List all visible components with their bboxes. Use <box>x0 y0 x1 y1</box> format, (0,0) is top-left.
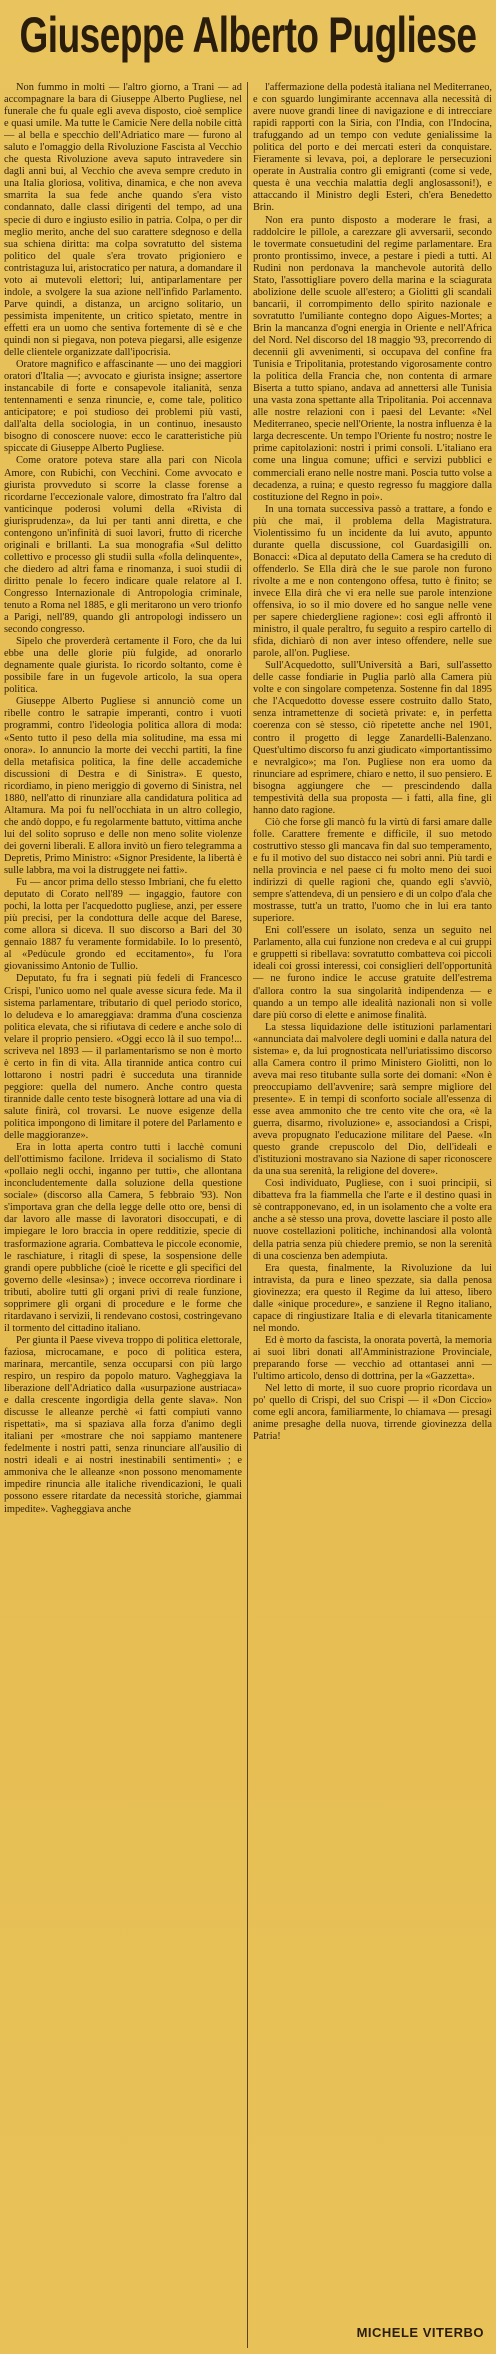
article-paragraph: Eni coll'essere un isolato, senza un seguito nel Parlamento, alla cui funzione non credeva e al cui gruppi e gruppetti si ribellava: sovratutto combatteva coi piccoli ideali coi grossi interessi, coi consiglieri dell'opportunità — ne furono indice le accuse gratuite dell'estrema d'allora contro la sua singolarità indipendenza — e quando a un tempo alle idealità nazionali non si volle dare più corso di elette e animose finalità. <box>253 925 492 1021</box>
article-body <box>4 82 492 2348</box>
article-paragraph: Per giunta il Paese viveva troppo di politica elettorale, faziosa, microcamane, e poco di politica estera, marinara, mercantile, senza occuparsi con più largo respiro, un respiro da popolo maturo. Vagheggiava la liberazione dell'Adriatico dalla «usurpazione austriaca» e dalla crescente ingordigia della gente slava». Non discusse le alleanze perchè «i fatti compiuti vanno rispettati», ma si spaziava alla forza d'animo degli italiani per «mostrare che noi sappiamo mantenere fedelmente i nostri patti, senza rinunciare all'ausilio di nostri ideali e ai nostri inestinabili sentimenti» ; e ammoniva che le alleanze «non possono menomamente impedire rinuncia alle italiche rivendicazioni, le quali possono essere ritardate da necessità storiche, giammai impedite». Vagheggiava anche <box>4 1334 242 1515</box>
article-paragraph: Oratore magnifico e affascinante — uno dei maggiori oratori d'Italia —; avvocato e giurista insigne; assertore instancabile di forte e consapevole italianità, senza tentennamenti e senza rinuncie, e, come tale, politico anticipatore; e poi studioso dei problemi più vasti, dall'alta della sociologia, in un continuo, inesausto bisogno di conoscere nuove: ecco le caratteristiche più spiccate di Giuseppe Alberto Pugliese. <box>4 359 242 455</box>
article-paragraph: Ed è morto da fascista, la onorata povertà, la memoria ai suoi libri donati all'Amministrazione Provinciale, preparando forse — vecchio ad ottantasei anni — l'ultimo articolo, denso di dottrina, per la «Gazzetta». <box>253 1334 492 1383</box>
article-paragraph: Così individuato, Pugliese, con i suoi principii, si dibatteva fra la fiammella che l'arte e il destino quasi in sè contrapponevano, ed, in un isolamento che a volte era anche a sè stesso una prova, dovette lasciare il posto alle nuove costellazioni politiche, inchinandosi alla volontà della patria senza più chiedere premio, se non la serenità di una coscienza ben adempiuta. <box>253 1178 492 1262</box>
article-paragraph: Come oratore poteva stare alla pari con Nicola Amore, con Rubichi, con Vecchini. Come avvocato e giurista provveduto si scorre la classe forense a ricordarne l'eccezionale valore, dimostrato fra l'altro dal vanticinque poderosi volumi della «Rivista di giurisprudenza», da lui per tanti anni diretta, e che contengono un'infinità di suoi lavori, frutto di ricerche originali e brillanti. La sua monografia «Sul delitto collettivo e processo gli studii sulla «folla delinquente», che diedero ad altri fama e rinomanza, i suoi studii di diritto penale lo fecero indicare quale relatore al I. Congresso Internazionale di Antropologia criminale, tenuto a Roma nel 1885, e gli meritarono un vero trionfo a Parigi, nell'89, quando gli antropologi indissero un secondo congresso. <box>4 455 242 636</box>
article-paragraph: Fu — ancor prima dello stesso Imbriani, che fu eletto deputato di Corato nell'89 — ingaggio, fautore con pochi, la lotta per l'acquedotto pugliese, anzi, per essere più precisi, per la condottura delle acque del Barese, come allora si diceva. Il suo discorso a Bari del 30 gennaio 1887 fu veramente formidabile. Io lo presentò, al «Pedùcule grondo ed eccitamento», fu l'ora giovanissimo Antonio de Tullio. <box>4 877 242 973</box>
article-paragraph: Era in lotta aperta contro tutti i lacchè comuni dell'ottimismo facilone. Irrideva il socialismo di Stato «pollaio negli occhi, inganno per tutti», che allontana inconcludentemente dalla soluzione della questione sociale» (discorso alla Camera, 5 febbraio '93). Non s'importava gran che della legge delle otto ore, bensì di dar lavoro alle masse di lavoratori disoccupati, e di impiegare le loro braccia in opere redditizie, specie di trasformazione agraria. Combatteva le piccole economie, le raschiature, i ritagli di spese, la sospensione delle grandi opere pubbliche (cioè le ricette e gli specifici del governo delle «lesinsa») ; invece occorreva riordinare i tributi, abolire tutti gli organi privi di reale funzione, sopprimere gli organi di procedure e le forme che ritardavano i servizii, li rendevano costosi, costringevano il tormento del cittadino italiano. <box>4 1142 242 1334</box>
article-paragraph: Giuseppe Alberto Pugliese si annunciò come un ribelle contro le satrapie imperanti, contro i vuoti programmi, contro l'ideologia politica allora di moda: «Sento tutto il peso della mia solitudine, ma essa mi onora». Io annuncio la morte dei vecchi partiti, la fine della metafisica politica, la fine delle accademiche discussioni di Destra e di Sinistra». E questo, ricordiamo, in pieno meriggio di governo di Sinistra, nel 1880, nell'atto di rinunziare alla candidatura politica ad Altamura. Ma poi fu nell'occhiata in un altro collegio, che andò doppo, e fu regolarmente battuto, vittima anche lui del solito sopruso e delle non meno solite violenze dei governi liberali. E allora invitò un fiero telegramma a Depretis, Primo Ministro: «Signor Presidente, la libertà è sulle labbra, ma voi la distruggete nei fatti». <box>4 696 242 877</box>
article-paragraph: In una tornata successiva passò a trattare, a fondo e più che mai, il problema della Magistratura. Violentissimo fu un incidente da lui avuto, appunto durante quella discussione, col Guardasigilli on. Bonacci: «Dica al deputato della Camera se ha creduto di offenderlo. Se Ella dirà che le sue parole non furono rivolte a me e non contengono offesa, tutto è finito; se invece Ella dirà che vi era nelle sue parole intenzione offensiva, io so il mio dovere ed ho sangue nelle vene per sapere chiedergliene ragione»: così egli affrontò il ministro, il quale peraltro, fu seguito a respiro cartello di sfida, dichiarò di non aver inteso offendere, nelle sue parole, all'on. Pugliese. <box>253 503 492 660</box>
article-paragraph: La stessa liquidazione delle istituzioni parlamentari «annunciata dai malvolere degli uomini e dalla natura del sistema» e, da lui prognosticata nell'uriatissimo discorso alla Camera contro il primo Ministero Giolitti, non lo aveva mai reso titubante sulla sorte dei domani: «Non è preoccupiamo dell'avvenire; sarà sempre migliore del presente». E in tempi di sconforto sociale all'essenza di esse avea ammonito che tre cento vite che ora, «è la guerra, disarmo, rivoluzione» e, associandosi a Crispi, aveva propugnato l'educazione militare del Paese. «In questo grande crepuscolo del Dio, dell'ideali e d'istituzioni mostravano sia Nazione di saper riconoscere da una sua serenità, la religione del dovere». <box>253 1021 492 1178</box>
article-paragraph: Nel letto di morte, il suo cuore proprio ricordava un po' quello di Crispi, del suo Crispi — il «Don Ciccio» come egli ancora, familiarmente, lo chiamava — presagi anime presaghe della nuova, tirrende giovinezza della Patria! <box>253 1383 492 1443</box>
article-paragraph: Non era punto disposto a moderare le frasi, a raddolcire le pillole, a carezzare gli avversarii, secondo le tovermate consuetudini del regime parlamentare. Era pronto prontissimo, invece, a pestare i piedi a tutti. Al Rudinì non perdonava la manchevole autorità dello Stato, l'assottigliare povero della marina e la sciagurata abolizione delle scuole all'estero; a Giolitti gli scandali bancarii, il corrompimento dello spirito nazionale e sovratutto l'umiliante contegno dopo Aigues-Mortes; a Brin la mancanza d'ogni energia in Oriente e nell'Africa del Nord. Nel discorso del 18 maggio '93, precorrendo di decennii gli avvenimenti, si occupava del confine fra Tunisia e Tripolitania, protestando vigorosamente contro la politica della Francia che, non contenta di armare Biserta a tutto spiano, andava ad annettersi alle Tunisia una vasta zona spettante alla Tripolitania. Poi accennava alle nostre relazioni con i paesi del Levante: «Nel Mediterraneo, specie nell'Oriente, la nostra influenza è la larga decrescente. Un tempo l'Oriente fu nostro; nostre le prime capitolazioni: nostri i primi consoli. L'italiano era come una lingua comune; uffici e servizi pubblici e commerciali erano nelle nostre mani. Poscia tutto volse a decadenza, a ruina; e questo regresso fu maggiore dalla costituzione del Regno in poi». <box>253 214 492 503</box>
article-paragraph: Non fummo in molti — l'altro giorno, a Trani — ad accompagnare la bara di Giuseppe Alberto Pugliese, nel funerale che fu quale egli aveva disposto, cioè semplice e quasi umile. Ma tutte le Camicie Nere della nobile città — al bella e specchio dell'Adriatico mare — furono al saluto e l'omaggio della Rivoluzione Fascista al Vecchio che questa Rivoluzione aveva saputo intravedere sin dagli anni bui, al Vecchio che aveva sempre creduto in una Italia gloriosa, volitiva, dinamica, e che non aveva smarrita la sua fede anche quando s'era visto condannato, dalle classi dirigenti del tempo, ad una specie di duro e ingiusto esilio in patria. Colpa, o per dir meglio merito, anche del suo carattere sdegnoso e della sua schiena diritta: ma colpa sovratutto del sistema politico del quale s'era trovato prigioniero e contristaguza lui, aristocratico per natura, a domandare il voto ai mutevoli elettori; lui, antiparlamentare per indole, a svolgere la sua azione nell'infido Parlamento. Parve quindi, a distanza, un arcigno solitario, un pessimista impenitente, un critico spietato, mentre in effetti era un uomo che sentiva fortemente di sè e che quindi non si piegava, non poteva piegarsi, alle esigenze delle clientele organizzate dall'ipocrisia. <box>4 82 242 359</box>
article-paragraph: l'affermazione della podestà italiana nel Mediterraneo, e con sguardo lungimirante accennava alla necessità di avere nuove grandi linee di navigazione e di intrecciare rapidi rapporti con la Siria, con l'India, con l'Indocina, trafuggando ad un tempo con vedute genialissime la politica del porto e dei mercati esteri da conquistare. Fieramente si levava, poi, a deplorare le persecuzioni operate in Australia contro gli emigranti (come si vede, questa è una vecchia malattia degli anglosassoni!), e attaccando il Ministro degli Esteri, ch'era Benedetto Brin. <box>253 82 492 214</box>
article-title: Giuseppe Alberto Pugliese <box>19 7 477 63</box>
left-column <box>4 82 248 2348</box>
author-signature: MICHELE VITERBO <box>356 2325 484 2340</box>
article-paragraph: Sipelo che proverderà certamente il Foro, che da lui ebbe una delle glorie più fulgide, ad onorarlo degnamente quale giurista. Io ricordo soltanto, come è possibile fare in un fugevole articolo, la sua opera politica. <box>4 636 242 696</box>
article-paragraph: Deputato, fu fra i segnati più fedeli di Francesco Crispi, l'unico uomo nel quale avesse sicura fede. Ma il sistema parlamentare, tributario di quel periodo storico, lo deludeva e lo amareggiava: dramma d'una coscienza politica elevata, che si rifiutava di cedere e anche solo di velare il proprio pensiero. «Oggi ecco là il suo tempo!... scriveva nel 1893 — il parlamentarismo se non è morto è certo in fin di vita. Alla tirannide antica contro cui lottarono i nostri padri è succeduta una tirannide peggiore: quella del numero. Anche contro questa tirannide dalle cento teste bisognerà lottare ad una via di salute finirà, col trovarsi. Le nuove esigenze della politica impongono di limitare il potere del Parlamento e delle maggioranze». <box>4 973 242 1142</box>
right-column <box>248 82 492 2348</box>
article-paragraph: Era questa, finalmente, la Rivoluzione da lui intravista, da pura e lineo spezzate, sia dalla penosa giovinezza; era questo il Regime da lui atteso, libero dalle «inique procedure», e sanziene il Regno italiano, capace di ringiustizare Italia e di elevarla titanicamente nel mondo. <box>253 1262 492 1334</box>
article-paragraph: Ciò che forse gli mancò fu la virtù di farsi amare dalle folle. Carattere fremente e difficile, il suo metodo costruttivo stesso gli mancava fin dal suo temperamento, e fu il motivo del suo distacco nei sobri anni. Più tardi e nella provincia e nel paese ci fu molto meno dei suoi indirizzi di quelle ragioni che, quando egli s'avviò, sempre s'attendeva, di un pensiero e di un colpo d'ala che mostrasse, tutt'a un tratto, l'uomo che in lui era tanto superiore. <box>253 816 492 925</box>
article-paragraph: Sull'Acquedotto, sull'Università a Bari, sull'assetto delle casse fondiarie in Puglia parlò alla Camera più volte e con singolare competenza. Sostenne fin dal 1895 che l'Acquedotto dovesse essere costruito dallo Stato, senza intramettenze di società private: e, in perfetta coerenza con sè stesso, ciò ripetette anche nel 1901, contro il progetto di legge Zanardelli-Balenzano. Quest'ultimo discorso fu anzi giudicato «importantissimo e nevralgico»; ma l'on. Pugliese non era uomo da rinunciare ad esprimere, chiaro e netto, il suo pensiero. E bisogna aggiungere che — prescindendo dalla tempestività della sua proposta — i fatti, alla fine, gli hanno dato ragione. <box>253 660 492 816</box>
